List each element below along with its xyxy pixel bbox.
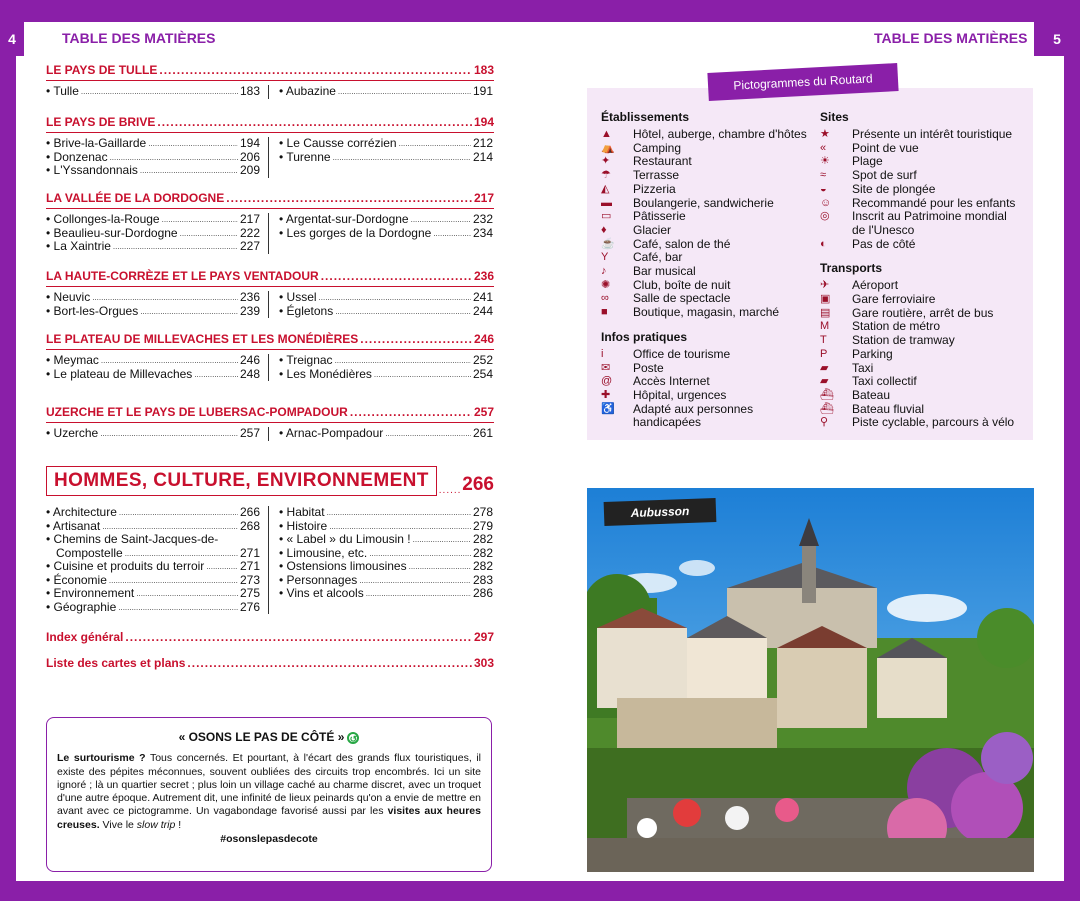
toc-entry[interactable]: • Bort-les-Orgues ..... 239 (46, 305, 260, 319)
pictogram-row: ◎ Inscrit au Patrimoine mondial (820, 209, 1007, 224)
toc-entry[interactable]: • Donzenac ..... 206 (46, 151, 260, 165)
mail-icon: ✉ (601, 361, 611, 374)
beach-icon: ☀ (820, 155, 830, 168)
train-icon: ▣ (820, 293, 831, 306)
pictogram-row: ■ Boutique, magasin, marché (601, 305, 780, 320)
hce-page: 266 (462, 474, 494, 495)
blank (601, 416, 633, 430)
toc-entry[interactable]: • Personnages ..... 283 (279, 574, 493, 588)
hce-section (46, 466, 494, 614)
pastry-icon: ▭ (601, 210, 612, 223)
pictogram-row: ☕ Café, salon de thé (601, 236, 731, 251)
pictogram-row: ⚲ Piste cyclable, parcours à vélo (820, 415, 1015, 430)
boat-icon: ⛴ (820, 388, 834, 401)
etablissements-heading: Établissements (601, 110, 690, 124)
toc-entry[interactable]: • Vins et alcools ..... 286 (279, 587, 493, 601)
pictogram-row: M Station de métro (820, 319, 941, 334)
pictogram-row: ⛴ Bateau fluvial (820, 401, 925, 416)
toc-section (46, 331, 494, 381)
osons-hashtag: #osonslepasdecote (220, 833, 318, 846)
pictogram-label: Pictogrammes du Routard (707, 63, 898, 101)
hce-title[interactable]: HOMMES, CULTURE, ENVIRONNEMENT (46, 466, 437, 496)
pictogram-row: ✉ Poste (601, 360, 664, 375)
infos-heading: Infos pratiques (601, 329, 688, 344)
toc-entry[interactable]: • La Xaintrie ..... 227 (46, 240, 260, 254)
pictogram-row: T Station de tramway (820, 333, 955, 348)
toc-section (46, 114, 494, 178)
surf-icon: ≈ (820, 169, 827, 182)
top-bar (0, 0, 1080, 22)
index-entry[interactable]: Index général ..... 297 (46, 630, 494, 644)
pizza-icon: ◭ (601, 182, 610, 195)
toc-entry[interactable]: • Collonges-la-Rouge ..... 217 (46, 213, 260, 227)
pictogram-row: ✦ Restaurant (601, 154, 692, 169)
transports-heading: Transports (820, 261, 883, 276)
left-page-number: 4 (0, 22, 24, 56)
aubusson-photo (587, 488, 1034, 872)
pictogram-row: ✚ Hôpital, urgences (601, 387, 727, 402)
toc-entry[interactable]: • Turenne ..... 214 (279, 151, 493, 165)
hospital-icon: ✚ (601, 388, 611, 401)
toc-section (46, 404, 494, 441)
osons-box (46, 717, 492, 872)
toc-section (46, 190, 494, 254)
tram-icon: T (820, 334, 827, 347)
toc-section-title[interactable]: LA VALLÉE DE LA DORDOGNE ..... 217 (46, 190, 494, 209)
photo-credit: Adobe Stock/Sandrine (560, 718, 570, 808)
pictogram-row: ⛴ Bateau (820, 387, 891, 402)
bus-icon: ▤ (820, 306, 831, 319)
toc-section-title[interactable]: LE PLATEAU DE MILLEVACHES ET LES MONÉDIÈRES ..... 246 (46, 331, 494, 350)
sites-heading: Sites (820, 110, 849, 124)
metro-icon: M (820, 320, 830, 333)
maps-list-entry[interactable]: Liste des cartes et plans ..... 303 (46, 656, 494, 670)
info-icon: i (601, 347, 604, 360)
star-icon: ★ (820, 128, 830, 140)
bike-icon: ⚲ (820, 416, 829, 429)
photo-caption: Aubusson (604, 498, 717, 526)
toc-entry[interactable]: • Aubazine ..... 191 (279, 85, 493, 99)
pictogram-row: ☀ Plage (820, 154, 883, 169)
pictogram-row: ▰ Taxi (820, 360, 874, 375)
toc-entry[interactable]: • Le plateau de Millevaches ..... 248 (46, 368, 260, 382)
pictogram-row: ★ Présente un intérêt touristique (820, 127, 1013, 141)
cafe-icon: ☕ (601, 237, 615, 250)
toc-entry[interactable]: • Argentat-sur-Dordogne ..... 232 (279, 213, 493, 227)
blank (820, 224, 852, 238)
toc-entry[interactable]: • Cuisine et produits du terroir ..... 271 (46, 560, 260, 574)
pictogram-row: ♦ Glacier (601, 222, 672, 237)
ice-cream-icon: ♦ (601, 223, 607, 236)
pictogram-row: ▭ Pâtisserie (601, 209, 686, 224)
club-icon: ✺ (601, 278, 611, 291)
toc-entry[interactable]: • Limousine, etc. ..... 282 (279, 547, 493, 561)
toc-entry[interactable]: • Beaulieu-sur-Dordogne ..... 222 (46, 227, 260, 241)
toc-entry[interactable]: • Les gorges de la Dordogne ..... 234 (279, 227, 493, 241)
toc-entry[interactable]: • Tulle ..... 183 (46, 85, 260, 99)
pictogram-row: ◐ Pas de côté (820, 236, 916, 251)
pictogram-row: handicapées (601, 416, 811, 430)
pictogram-row: ✈ Aéroport (820, 278, 899, 293)
side-step-icon: ↺ (347, 732, 359, 744)
hotel-icon: ▲ (601, 128, 612, 140)
pictogram-row: ◭ Pizzeria (601, 181, 676, 196)
kids-icon: ☺ (820, 196, 832, 209)
toc-entry[interactable]: • Économie ..... 273 (46, 574, 260, 588)
toc-entry[interactable]: • Brive-la-Gaillarde ..... 194 (46, 137, 260, 151)
pictogram-row: ▬ Boulangerie, sandwicherie (601, 195, 774, 210)
toc-entry[interactable]: • Neuvic ..... 236 (46, 291, 260, 305)
toc-entry[interactable]: • Histoire ..... 279 (279, 520, 493, 534)
restaurant-icon: ✦ (601, 155, 611, 168)
unesco-icon: ◎ (820, 210, 830, 223)
toc-entry[interactable]: • Égletons ..... 244 (279, 305, 493, 319)
bottom-bar (0, 881, 1080, 901)
plane-icon: ✈ (820, 279, 830, 292)
toc-entry[interactable]: • L'Yssandonnais ..... 209 (46, 164, 260, 178)
toc-entry[interactable]: • Treignac ..... 252 (279, 354, 493, 368)
bar-icon: Y (601, 251, 609, 264)
toc-entry[interactable]: • Uzerche ..... 257 (46, 427, 260, 441)
accessible-icon: ♿ (601, 402, 615, 415)
pictogram-row: ☺ Recommandé pour les enfants (820, 195, 1016, 210)
music-icon: ♪ (601, 265, 607, 278)
photo-illustration (587, 488, 1034, 872)
toc-entry[interactable]: • Chemins de Saint-Jacques-de- (46, 532, 219, 546)
pictogram-row: ♿ Adapté aux personnes (601, 401, 754, 416)
toc-section-title[interactable]: UZERCHE ET LE PAYS DE LUBERSAC-POMPADOUR ..... 257 (46, 404, 494, 423)
bakery-icon: ▬ (601, 196, 612, 209)
toc-entry[interactable]: • Ussel ..... 241 (279, 291, 493, 305)
toc-entry[interactable]: • Ostensions limousines ..... 282 (279, 560, 493, 574)
toc-entry[interactable]: • Le Causse corrézien ..... 212 (279, 137, 493, 151)
pictogram-row: ☂ Terrasse (601, 168, 680, 183)
toc-section (46, 268, 494, 318)
shop-icon: ■ (601, 306, 608, 319)
river-boat-icon: ⛴ (820, 402, 834, 415)
toc-section (46, 62, 494, 99)
pictogram-row: ▤ Gare routière, arrêt de bus (820, 305, 994, 320)
toc-entry[interactable]: • Arnac-Pompadour ..... 261 (279, 427, 493, 441)
left-margin-strip (0, 56, 16, 881)
picto-col-left (601, 110, 811, 430)
toc-entry[interactable]: • Géographie ..... 276 (46, 601, 260, 615)
show-icon: ∞ (601, 292, 609, 305)
right-margin-strip (1064, 56, 1080, 881)
toc-entry[interactable]: • Les Monédières ..... 254 (279, 368, 493, 382)
toc-section-title[interactable]: LE PAYS DE BRIVE ..... 194 (46, 114, 494, 133)
camping-icon: ⛺ (601, 141, 615, 154)
pictogram-row: de l'Unesco (820, 224, 1030, 238)
pictogram-row: i Office de tourisme (601, 346, 731, 361)
pictogram-row: « Point de vue (820, 140, 919, 155)
osons-body: Le surtourisme ? Tous concernés. Et pourtant, à l'écart des grands flux touristiques, il existe des pépites méconnues, souvent oubliées des circuits trop encombrés. Ici un site ignoré ; là un quartier secret ; plus loin un village caché au charme discret, avec un troquet d'une autre époque. Autrement dit, une infinité de lieux peinards qu'on a envie de mettre en avant avec ce pictogramme. Un vagabondage favorisé aussi par les visites aux heures creuses. Vive le slow trip ! (57, 752, 481, 831)
toc-entry[interactable]: • Architecture ..... 266 (46, 506, 260, 520)
side-step-icon: ◐ (820, 237, 827, 250)
right-page-number: 5 (1034, 22, 1080, 56)
parking-icon: P (820, 347, 828, 360)
toc-entry[interactable]: • Habitat ..... 278 (279, 506, 493, 520)
toc-entry[interactable]: • « Label » du Limousin ! ..... 282 (279, 533, 493, 547)
toc-entry[interactable]: • Meymac ..... 246 (46, 354, 260, 368)
pictogram-row: ◒ Site de plongée (820, 181, 936, 196)
pictogram-row: ≈ Spot de surf (820, 168, 917, 183)
toc-section-title[interactable]: LA HAUTE-CORRÈZE ET LE PAYS VENTADOUR ..... 236 (46, 268, 494, 287)
taxi-icon: ▰ (820, 361, 829, 374)
left-running-title: TABLE DES MATIÈRES (62, 30, 216, 46)
pictogram-row: ♪ Bar musical (601, 264, 696, 279)
dive-icon: ◒ (820, 182, 827, 195)
pictogram-row: P Parking (820, 346, 893, 361)
picto-col-right (820, 110, 1030, 430)
terrace-icon: ☂ (601, 169, 611, 182)
shared-taxi-icon: ▰ (820, 375, 829, 388)
pictogram-row: ▣ Gare ferroviaire (820, 292, 936, 307)
toc-entry[interactable]: • Environnement ..... 275 (46, 587, 260, 601)
pictogram-row: @ Accès Internet (601, 374, 710, 389)
toc-entry[interactable]: Compostelle ..... 271 (46, 547, 260, 561)
pictogram-row: ∞ Salle de spectacle (601, 291, 731, 306)
pictogram-row: Y Café, bar (601, 250, 683, 265)
toc-section-title[interactable]: LE PAYS DE TULLE ..... 183 (46, 62, 494, 81)
pictogram-row: ✺ Club, boîte de nuit (601, 277, 731, 292)
at-icon: @ (601, 375, 613, 388)
pictogram-row: ▲ Hôtel, auberge, chambre d'hôtes (601, 127, 807, 141)
toc-entry[interactable]: • Artisanat ..... 268 (46, 520, 260, 534)
viewpoint-icon: « (820, 141, 827, 154)
pictogram-row: ⛺ Camping (601, 140, 682, 155)
right-running-title: TABLE DES MATIÈRES (874, 30, 1028, 46)
pictogram-row: ▰ Taxi collectif (820, 374, 917, 389)
osons-title: « OSONS LE PAS DE CÔTÉ » ↺ (57, 731, 481, 744)
